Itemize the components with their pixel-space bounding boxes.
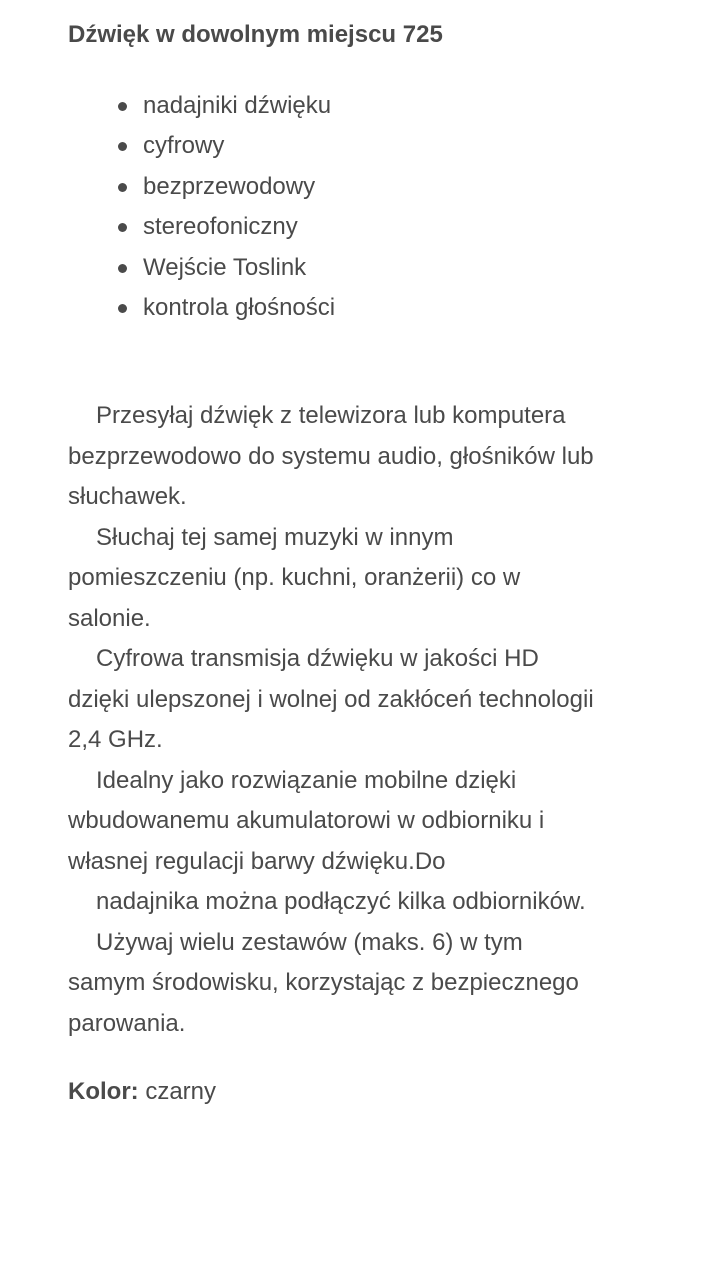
bullet-icon: [118, 102, 127, 111]
feature-item: [0, 288, 335, 328]
description-line: bezprzewodowo do systemu audio, głośników lub: [68, 442, 594, 470]
bullet-icon: [118, 264, 127, 273]
description-line: parowania.: [68, 1009, 186, 1037]
feature-item: [0, 248, 335, 288]
description-line: salonie.: [68, 604, 151, 632]
feature-item: [0, 207, 335, 247]
bullet-icon: [118, 183, 127, 192]
feature-item: [0, 167, 335, 207]
description-line: słuchawek.: [68, 483, 187, 510]
description-line: Używaj wielu zestawów (maks. 6) w tym: [96, 928, 523, 956]
description-line: 2,4 GHz.: [68, 726, 163, 753]
feature-list: [0, 86, 335, 328]
product-title: Dźwięk w dowolnym miejscu 725: [68, 21, 443, 48]
description-text: [68, 396, 668, 1044]
description-line: własnej regulacji barwy dźwięku.Do: [68, 847, 446, 875]
description-line: samym środowisku, korzystając z bezpiecznego: [68, 969, 579, 996]
description-line: Idealny jako rozwiązanie mobilne dzięki: [96, 766, 517, 794]
description-line: wbudowanemu akumulatorowi w odbiorniku i: [68, 807, 545, 834]
bullet-icon: [118, 304, 127, 313]
bullet-icon: [118, 142, 127, 151]
description-line: pomieszczeniu (np. kuchni, oranżerii) co w: [68, 564, 521, 591]
color-label: Kolor:: [68, 1078, 139, 1105]
feature-item: [0, 86, 335, 126]
feature-text: bezprzewodowy: [143, 172, 316, 200]
feature-text: nadajniki dźwięku: [143, 92, 332, 119]
description-line: nadajnika można podłączyć kilka odbiorników.: [96, 888, 586, 915]
feature-text: kontrola głośności: [143, 293, 336, 321]
color-value: czarny: [145, 1078, 217, 1105]
color-spec: [68, 1072, 216, 1112]
feature-text: Wejście Toslink: [143, 253, 307, 281]
description-line: Słuchaj tej samej muzyki w innym: [96, 523, 454, 551]
description-line: Cyfrowa transmisja dźwięku w jakości HD: [96, 645, 539, 672]
feature-text: stereofoniczny: [143, 213, 298, 241]
feature-text: cyfrowy: [143, 132, 225, 160]
description-line: Przesyłaj dźwięk z telewizora lub komputera: [96, 402, 566, 429]
description-line: dzięki ulepszonej i wolnej od zakłóceń technologii: [68, 685, 594, 713]
bullet-icon: [118, 223, 127, 232]
feature-item: [0, 126, 335, 166]
